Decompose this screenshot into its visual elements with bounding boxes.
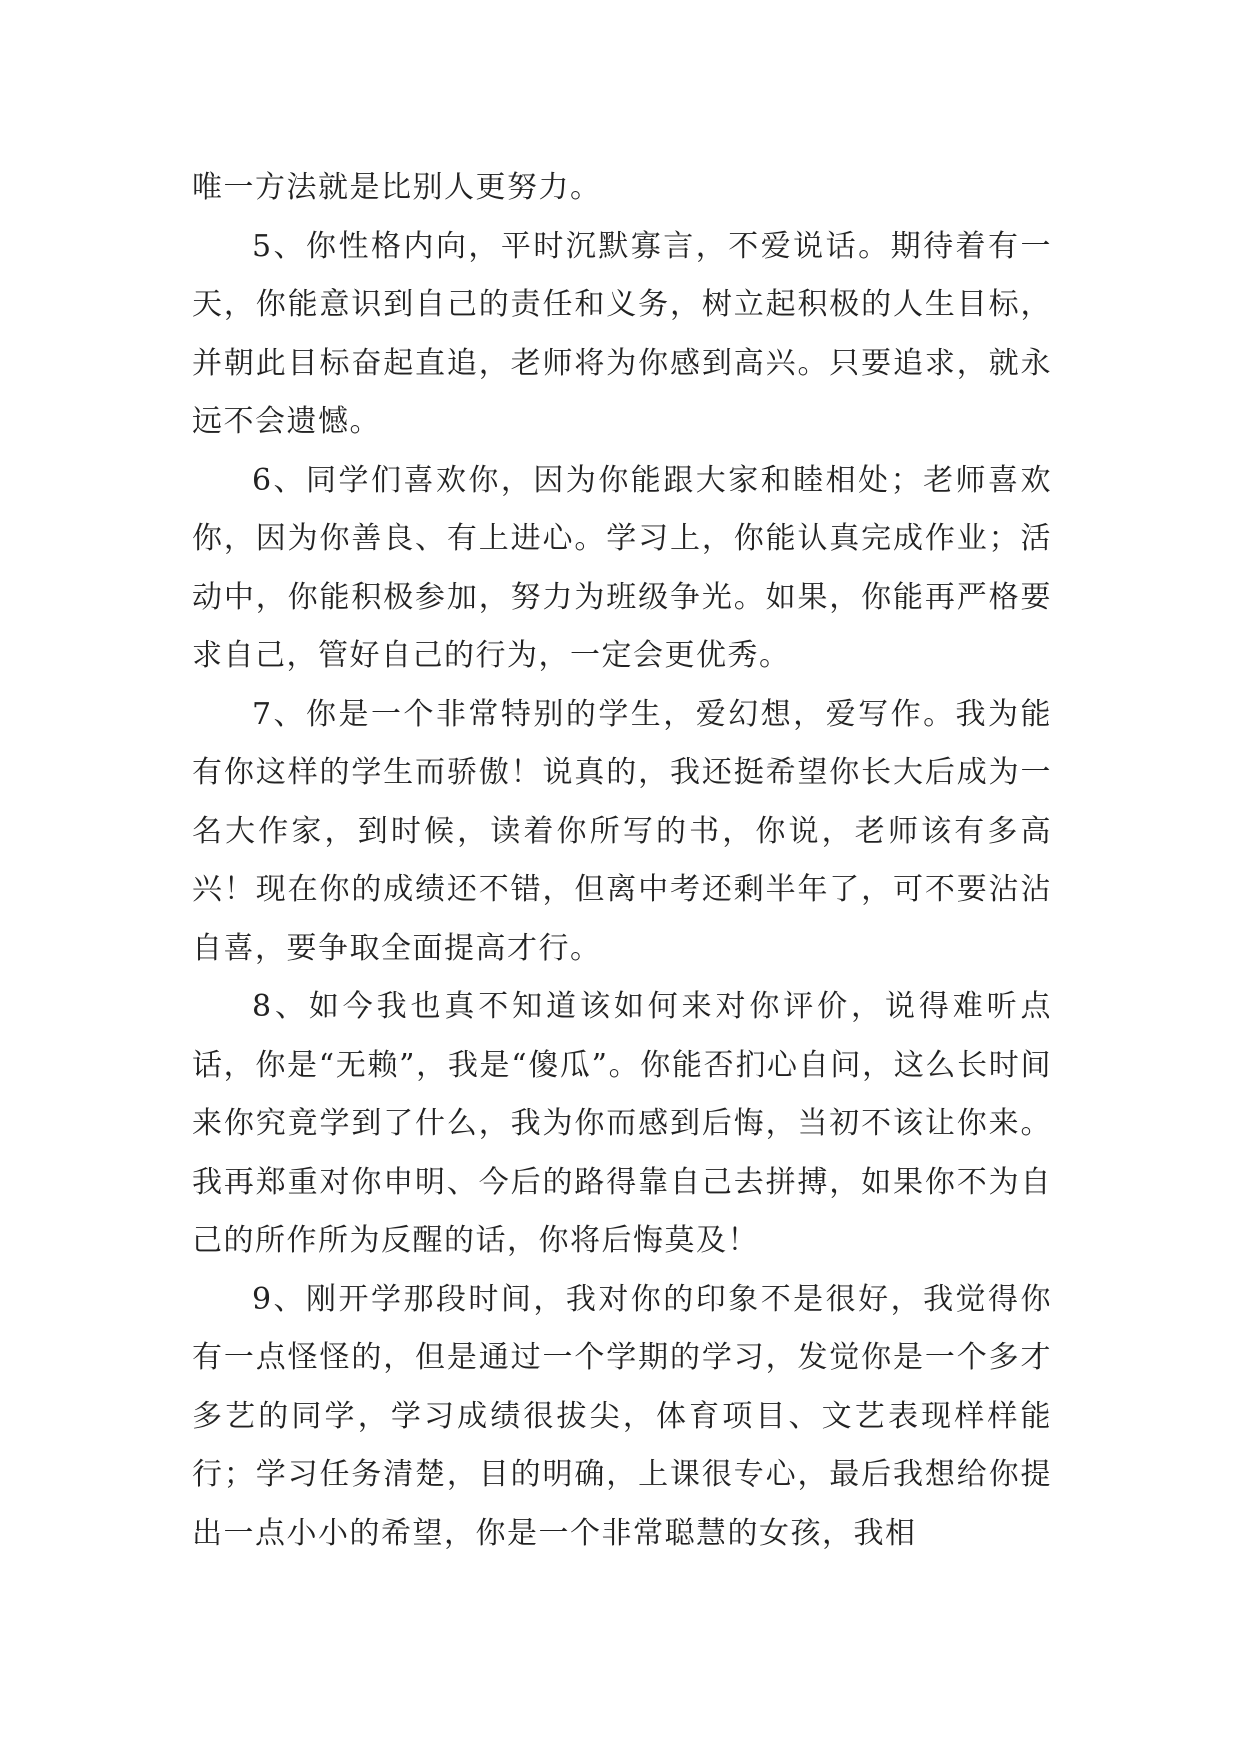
paragraph-5: 5、你性格内向，平时沉默寡言，不爱说话。期待着有一天，你能意识到自己的责任和义务，树立起积极的人生目标，并朝此目标奋起直追，老师将为你感到高兴。只要追求，就永远不会遗憾。 <box>192 228 1052 439</box>
paragraph-7: 7、你是一个非常特别的学生，爱幻想，爱写作。我为能有你这样的学生而骄傲！说真的，我还挺希望你长大后成为一名大作家，到时候，读着你所写的书，你说，老师该有多高兴！现在你的成绩还不错，但离中考还剩半年了，可不要沾沾自喜，要争取全面提高才行。 <box>192 696 1052 966</box>
paragraph-6: 6、同学们喜欢你，因为你能跟大家和睦相处；老师喜欢你，因为你善良、有上进心。学习上，你能认真完成作业；活动中，你能积极参加，努力为班级争光。如果，你能再严格要求自己，管好自己的行为，一定会更优秀。 <box>192 462 1052 673</box>
paragraph-continuation: 唯一方法就是比别人更努力。 <box>192 170 602 205</box>
paragraph-8: 8、如今我也真不知道该如何来对你评价，说得难听点话，你是“无赖”，我是“傻瓜”。你能否扪心自问，这么长时间来你究竟学到了什么，我为你而感到后悔，当初不该让你来。我再郑重对你申明、今后的路得靠自己去拼搏，如果你不为自己的所作所为反醒的话，你将后悔莫及！ <box>192 989 1052 1258</box>
body-text <box>192 159 1052 1563</box>
paragraph-9: 9、刚开学那段时间，我对你的印象不是很好，我觉得你有一点怪怪的，但是通过一个学期的学习，发觉你是一个多才多艺的同学，学习成绩很拔尖，体育项目、文艺表现样样能行；学习任务清楚，目的明确，上课很专心，最后我想给你提出一点小小的希望，你是一个非常聪慧的女孩，我相 <box>192 1281 1052 1551</box>
